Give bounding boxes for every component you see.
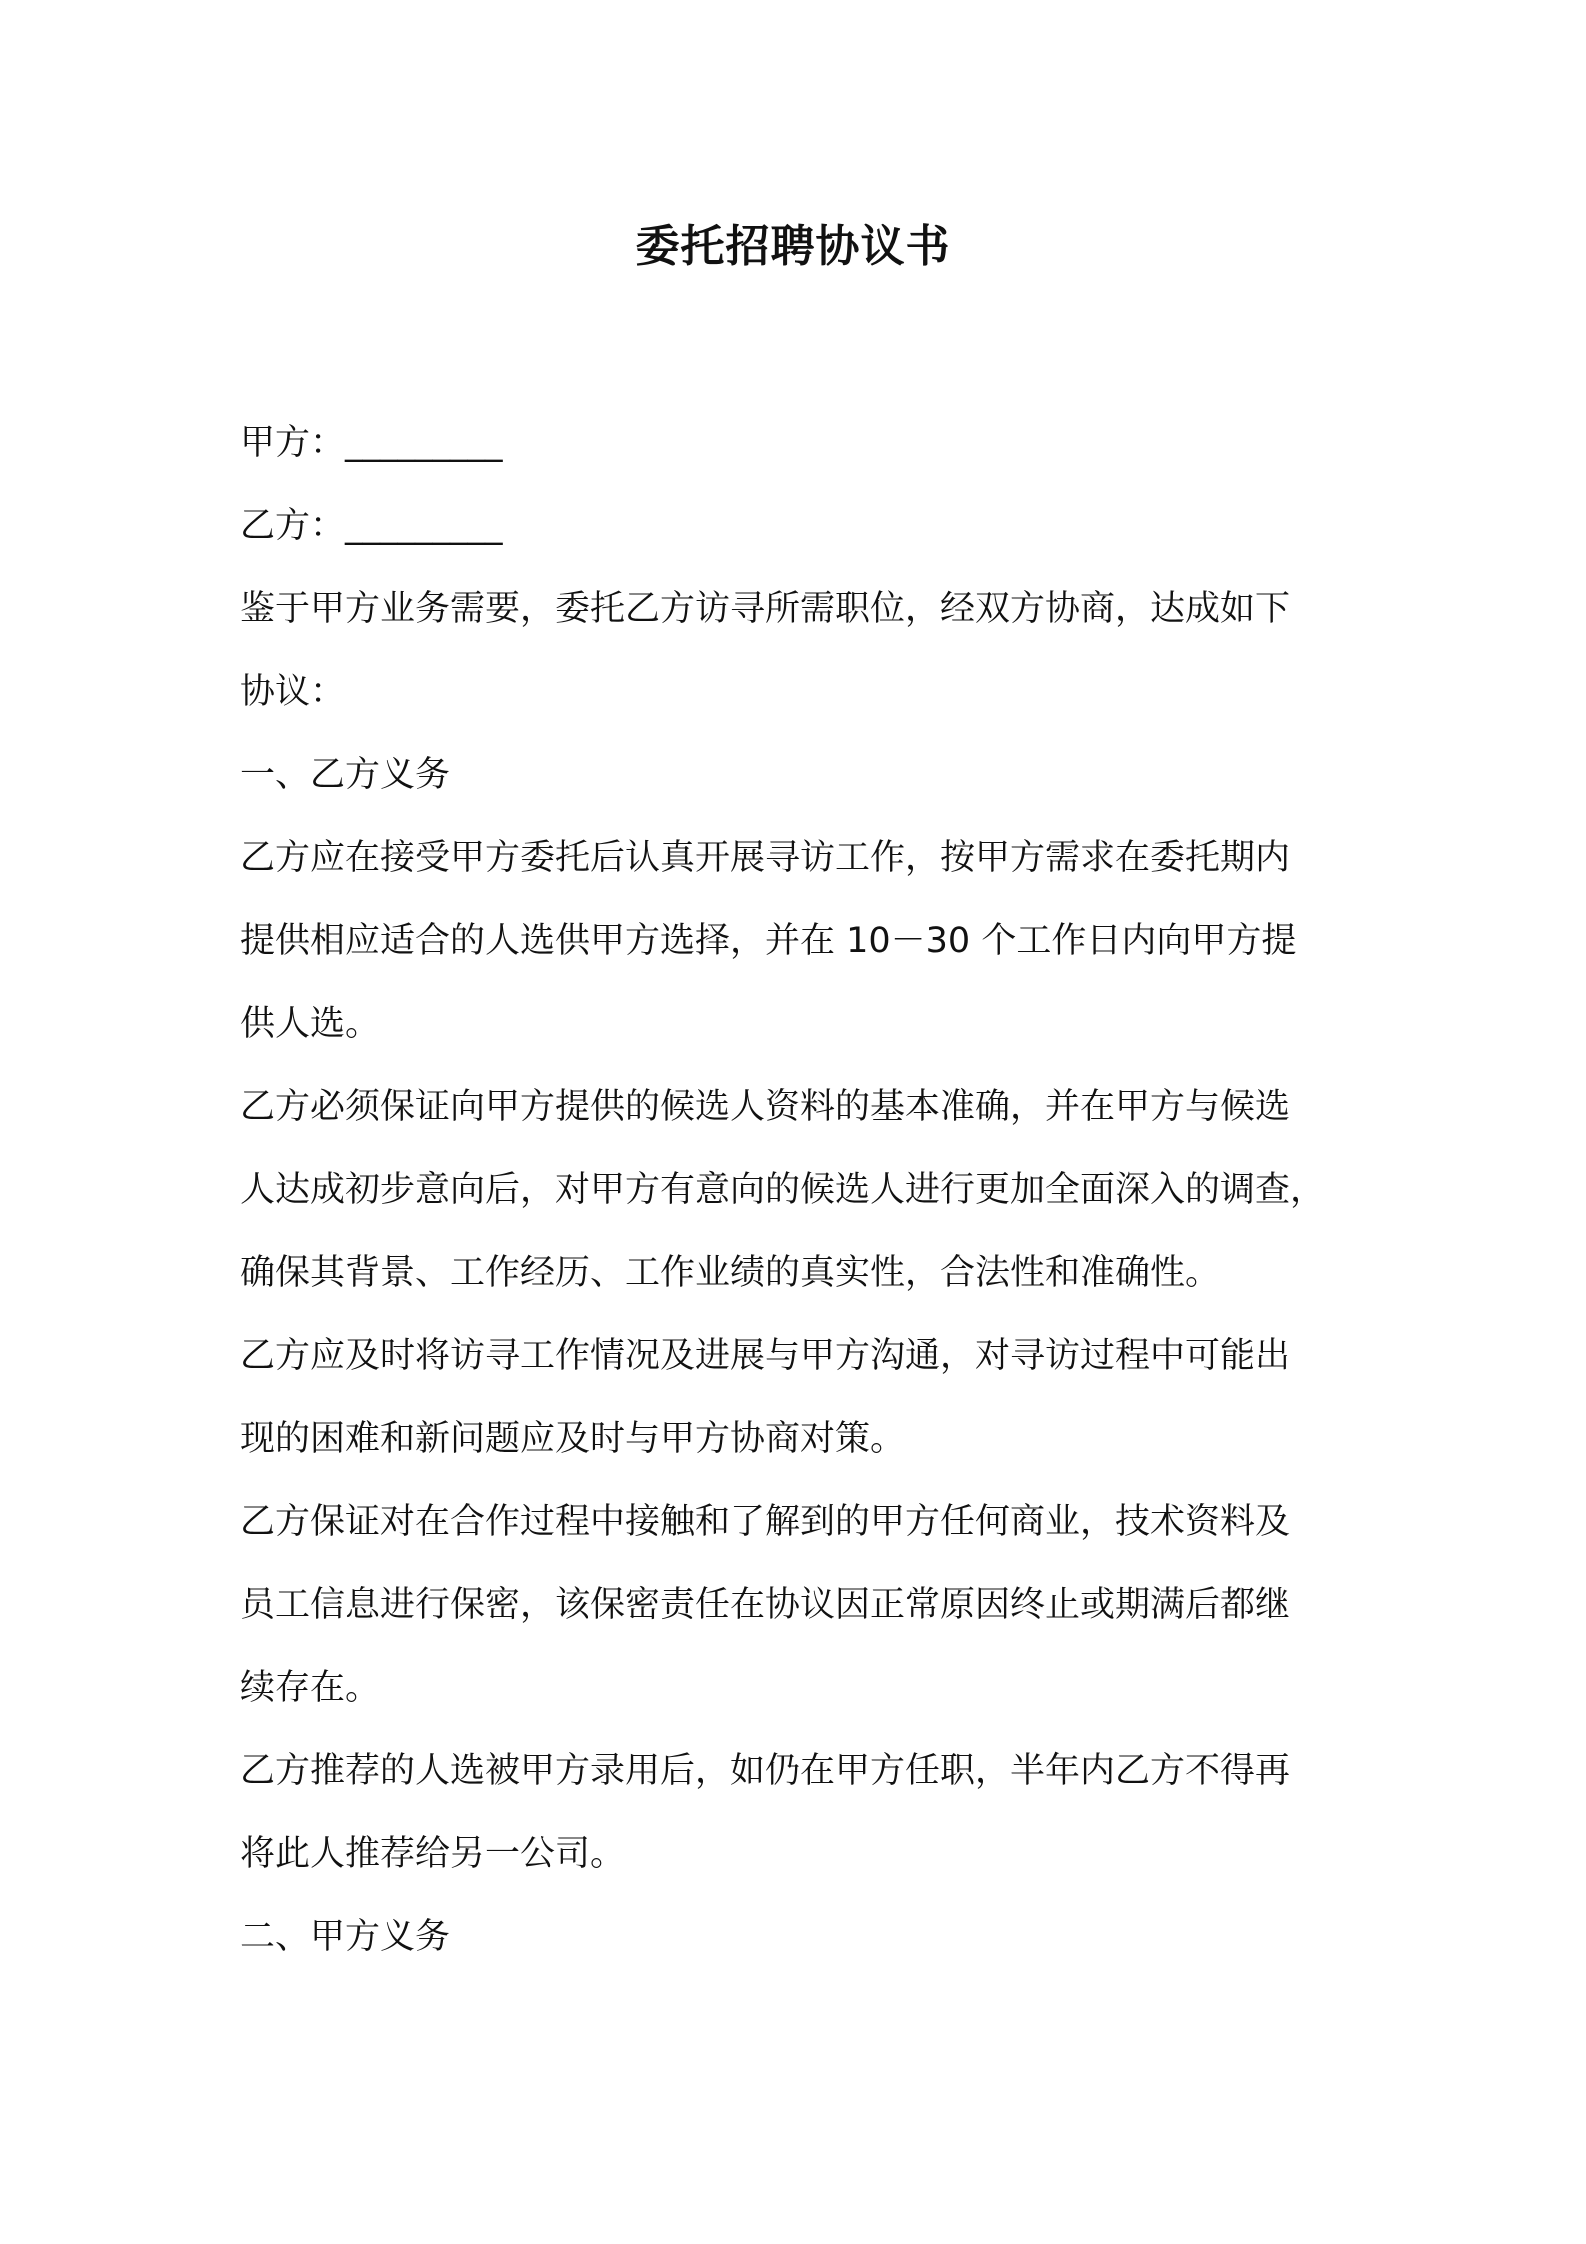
text-line: 乙方保证对在合作过程中接触和了解到的甲方任何商业，技术资料及 [240, 1502, 1291, 1542]
party-b-line [240, 485, 1370, 568]
party-b-blank: _________ [345, 506, 503, 546]
text-line: 人达成初步意向后，对甲方有意向的候选人进行更加全面深入的调查， [240, 1170, 1326, 1210]
text-line: 现的困难和新问题应及时与甲方协商对策。 [240, 1419, 906, 1459]
text-line: 乙方必须保证向甲方提供的候选人资料的基本准确，并在甲方与候选 [240, 1087, 1291, 1127]
section-heading-party-a-duties: 二、甲方义务 [240, 1917, 451, 1957]
party-a-line [240, 402, 1370, 485]
party-a-blank: _________ [345, 423, 503, 463]
text-line: 乙方推荐的人选被甲方录用后，如仍在甲方任职，半年内乙方不得再 [240, 1751, 1291, 1791]
party-a-label: 甲方： [240, 423, 346, 463]
document-title: 委托招聘协议书 [635, 221, 951, 272]
document-body [240, 402, 1370, 1979]
text-line: 员工信息进行保密，该保密责任在协议因正常原因终止或期满后都继 [240, 1585, 1291, 1625]
party-b-label: 乙方： [240, 506, 346, 546]
text-line: 续存在。 [240, 1668, 381, 1708]
text-line: 乙方应及时将访寻工作情况及进展与甲方沟通，对寻访过程中可能出 [240, 1336, 1291, 1376]
text-line: 确保其背景、工作经历、工作业绩的真实性，合法性和准确性。 [240, 1253, 1221, 1293]
text-line: 乙方应在接受甲方委托后认真开展寻访工作，按甲方需求在委托期内 [240, 838, 1291, 878]
text-line: 协议： [240, 672, 346, 712]
text-line: 鉴于甲方业务需要，委托乙方访寻所需职位，经双方协商，达成如下 [240, 589, 1291, 629]
text-line: 提供相应适合的人选供甲方选择，并在 10－30 个工作日内向甲方提 [240, 921, 1297, 961]
section-heading-party-b-duties: 一、乙方义务 [240, 755, 451, 795]
text-line: 供人选。 [240, 1004, 381, 1044]
text-line: 将此人推荐给另一公司。 [240, 1834, 626, 1874]
